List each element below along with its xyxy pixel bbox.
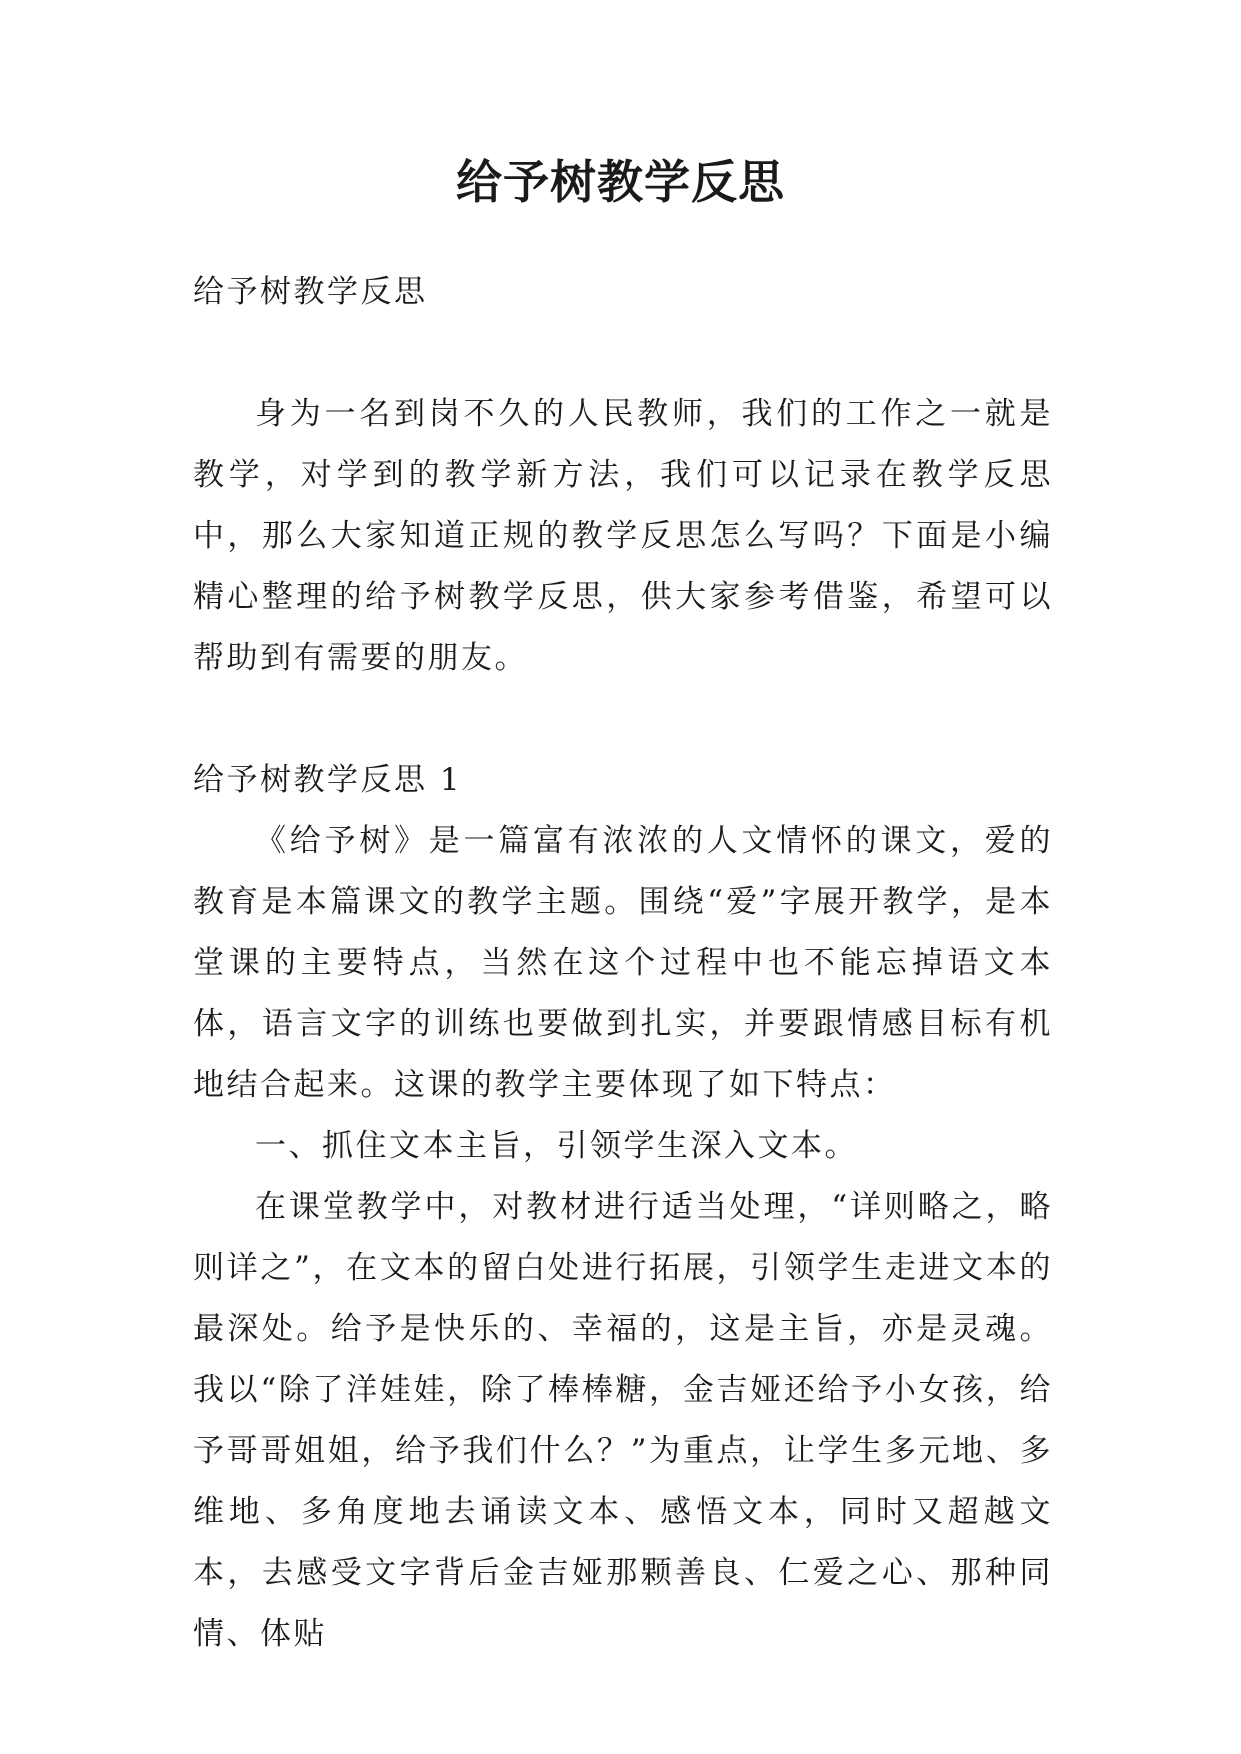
document-body xyxy=(193,262,1053,1665)
document-title: 给予树教学反思 xyxy=(456,155,785,209)
body-paragraph: 在课堂教学中，对教材进行适当处理，“详则略之，略则详之”，在文本的留白处进行拓展，引领学生走进文本的最深处。给予是快乐的、幸福的，这是主旨，亦是灵魂。我以“除了洋娃娃，除了棒棒糖，金吉娅还给予小女孩，给予哥哥姐姐，给予我们什么？”为重点，让学生多元地、多维地、多角度地去诵读文本、感悟文本，同时又超越文本，去感受文字背后金吉娅那颗善良、仁爱之心、那种同情、体贴 xyxy=(193,1189,1053,1652)
document-subtitle: 给予树教学反思 xyxy=(193,274,428,310)
section-heading: 给予树教学反思 1 xyxy=(193,762,463,798)
point-heading: 一、抓住文本主旨，引领学生深入文本。 xyxy=(255,1128,858,1164)
body-paragraph: 《给予树》是一篇富有浓浓的人文情怀的课文，爱的教育是本篇课文的教学主题。围绕“爱”字展开教学，是本堂课的主要特点，当然在这个过程中也不能忘掉语文本体，语言文字的训练也要做到扎实，并要跟情感目标有机地结合起来。这课的教学主要体现了如下特点： xyxy=(193,823,1053,1103)
intro-paragraph: 身为一名到岗不久的人民教师，我们的工作之一就是教学，对学到的教学新方法，我们可以记录在教学反思中，那么大家知道正规的教学反思怎么写吗？下面是小编精心整理的给予树教学反思，供大家参考借鉴，希望可以帮助到有需要的朋友。 xyxy=(193,396,1053,676)
